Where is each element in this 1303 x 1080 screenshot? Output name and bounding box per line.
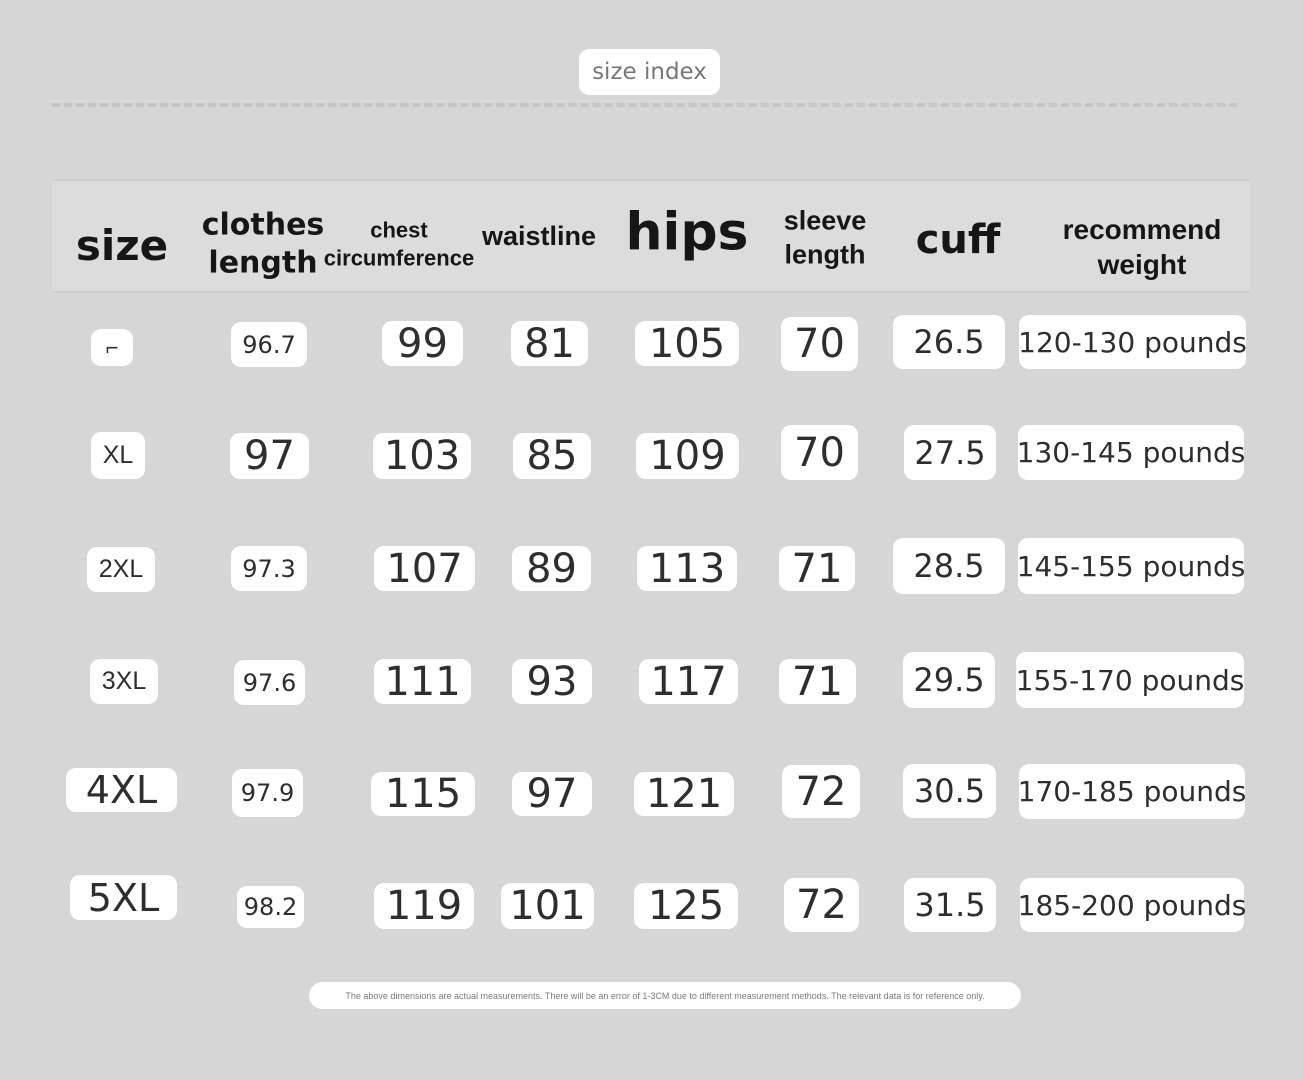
waistline-cell: 89 bbox=[512, 546, 591, 591]
header-waistline: waistline bbox=[481, 221, 597, 252]
weight-cell: 155-170 pounds bbox=[1016, 652, 1244, 708]
header-cuff: cuff bbox=[915, 217, 1001, 263]
size-cell: ⌐ bbox=[91, 329, 133, 366]
clothes-length-cell: 97.6 bbox=[234, 660, 305, 705]
header-recommend-weight: recommend weight bbox=[1062, 214, 1222, 280]
hips-cell: 113 bbox=[637, 546, 737, 591]
chest-cell: 107 bbox=[374, 546, 475, 591]
size-cell: 4XL bbox=[66, 768, 177, 812]
sleeve-length-cell: 72 bbox=[782, 765, 860, 818]
waistline-cell: 101 bbox=[501, 883, 594, 929]
size-cell: 2XL bbox=[87, 547, 155, 592]
hips-cell: 121 bbox=[634, 772, 734, 816]
header-hips: hips bbox=[625, 202, 749, 263]
cuff-cell: 31.5 bbox=[904, 878, 996, 932]
dashed-divider bbox=[52, 103, 1237, 107]
hips-cell: 109 bbox=[636, 433, 739, 479]
cuff-cell: 26.5 bbox=[893, 315, 1005, 369]
chest-cell: 99 bbox=[382, 321, 463, 366]
header-chest-circumference: chest circumference bbox=[323, 217, 475, 270]
sleeve-length-cell: 71 bbox=[779, 546, 855, 591]
measurement-note: The above dimensions are actual measurements. There will be an error of 1-3CM due to different measurement methods. The relevant data is for reference only. bbox=[309, 982, 1021, 1009]
clothes-length-cell: 97 bbox=[230, 433, 309, 479]
weight-cell: 130-145 pounds bbox=[1018, 425, 1244, 480]
clothes-length-cell: 98.2 bbox=[237, 886, 304, 928]
size-cell: 3XL bbox=[90, 659, 158, 704]
header-size: size bbox=[75, 220, 169, 270]
header-sleeve-length: sleeve length bbox=[783, 205, 867, 269]
weight-cell: 120-130 pounds bbox=[1019, 315, 1246, 369]
cuff-cell: 29.5 bbox=[903, 652, 995, 708]
hips-cell: 125 bbox=[634, 883, 738, 929]
chest-cell: 111 bbox=[374, 659, 471, 704]
weight-cell: 145-155 pounds bbox=[1018, 538, 1244, 594]
clothes-length-cell: 97.9 bbox=[232, 769, 303, 817]
clothes-length-cell: 96.7 bbox=[231, 322, 307, 367]
cuff-cell: 28.5 bbox=[893, 538, 1005, 594]
size-cell: XL bbox=[91, 432, 145, 479]
sleeve-length-cell: 70 bbox=[781, 317, 858, 371]
weight-cell: 185-200 pounds bbox=[1020, 878, 1244, 932]
weight-cell: 170-185 pounds bbox=[1019, 764, 1245, 819]
waistline-cell: 85 bbox=[513, 433, 591, 479]
size-cell: 5XL bbox=[70, 875, 177, 920]
waistline-cell: 93 bbox=[512, 659, 592, 704]
sleeve-length-cell: 71 bbox=[779, 659, 856, 704]
hips-cell: 117 bbox=[639, 659, 738, 704]
waistline-cell: 97 bbox=[512, 772, 592, 816]
size-index-title: size index bbox=[579, 49, 720, 95]
clothes-length-cell: 97.3 bbox=[231, 546, 307, 591]
cuff-cell: 30.5 bbox=[903, 764, 996, 818]
chest-cell: 119 bbox=[374, 883, 474, 929]
waistline-cell: 81 bbox=[511, 321, 588, 366]
chest-cell: 103 bbox=[373, 433, 471, 479]
sleeve-length-cell: 70 bbox=[781, 425, 858, 480]
sleeve-length-cell: 72 bbox=[784, 878, 859, 932]
cuff-cell: 27.5 bbox=[904, 425, 996, 480]
chest-cell: 115 bbox=[371, 772, 475, 816]
header-clothes-length: clothes length bbox=[201, 207, 325, 280]
hips-cell: 105 bbox=[635, 321, 739, 366]
